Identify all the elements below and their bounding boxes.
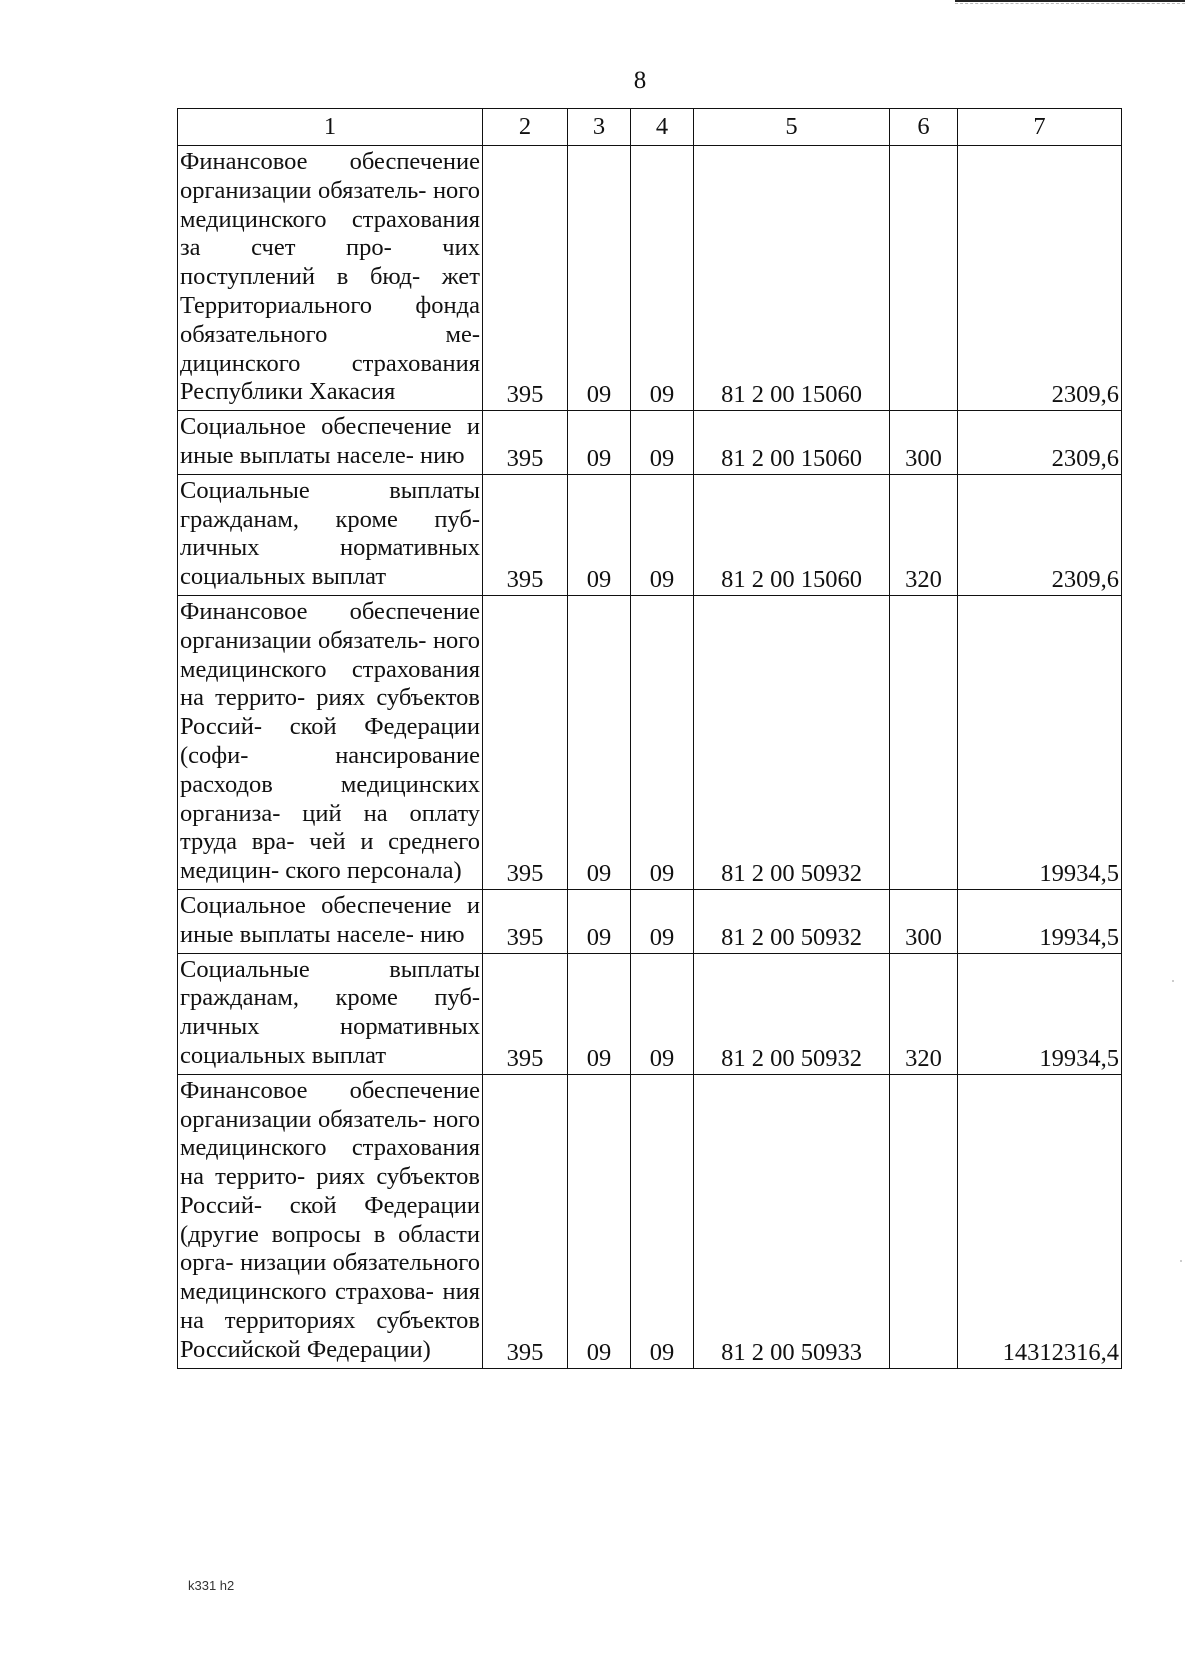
subsection-code: 09 xyxy=(631,411,694,475)
amount: 19934,5 xyxy=(958,595,1122,889)
ministry-code: 395 xyxy=(483,1074,568,1368)
amount: 2309,6 xyxy=(958,474,1122,595)
column-header-1: 1 xyxy=(178,109,483,146)
row-name: Социальные выплаты гражданам, кроме пуб- личных нормативных социальных выплат xyxy=(178,474,483,595)
target-article-code: 81 2 00 50932 xyxy=(694,953,890,1074)
expense-type-code: 300 xyxy=(890,411,958,475)
subsection-code: 09 xyxy=(631,889,694,953)
budget-table xyxy=(177,108,1122,1369)
target-article-code: 81 2 00 15060 xyxy=(694,411,890,475)
table-row xyxy=(178,1074,1122,1368)
section-code: 09 xyxy=(568,474,631,595)
amount: 2309,6 xyxy=(958,146,1122,411)
top-corner-rule xyxy=(955,0,1185,2)
target-article-code: 81 2 00 15060 xyxy=(694,474,890,595)
subsection-code: 09 xyxy=(631,474,694,595)
table-row xyxy=(178,411,1122,475)
scan-artifact xyxy=(1172,980,1174,982)
expense-type-code: 320 xyxy=(890,953,958,1074)
target-article-code: 81 2 00 15060 xyxy=(694,146,890,411)
table-row xyxy=(178,889,1122,953)
ministry-code: 395 xyxy=(483,889,568,953)
table-row xyxy=(178,474,1122,595)
table-row xyxy=(178,146,1122,411)
column-header-7: 7 xyxy=(958,109,1122,146)
table-row xyxy=(178,595,1122,889)
section-code: 09 xyxy=(568,146,631,411)
ministry-code: 395 xyxy=(483,953,568,1074)
subsection-code: 09 xyxy=(631,953,694,1074)
expense-type-code xyxy=(890,146,958,411)
subsection-code: 09 xyxy=(631,1074,694,1368)
target-article-code: 81 2 00 50932 xyxy=(694,889,890,953)
section-code: 09 xyxy=(568,595,631,889)
expense-type-code xyxy=(890,595,958,889)
top-corner-rule-thin xyxy=(955,3,1185,4)
row-name: Финансовое обеспечение организации обязатель- ного медицинского страхования на террито- риях субъектов Россий- ской Федерации (софи- нансирование расходов медицинских организа- ций на оплату труда вра- чей и среднего медицин- ского персонала) xyxy=(178,595,483,889)
section-code: 09 xyxy=(568,411,631,475)
expense-type-code: 300 xyxy=(890,889,958,953)
expense-type-code xyxy=(890,1074,958,1368)
ministry-code: 395 xyxy=(483,595,568,889)
row-name: Финансовое обеспечение организации обязатель- ного медицинского страхования на террито- риях субъектов Россий- ской Федерации (другие вопросы в области орга- низации обязательного медицинского страхова- ния на территориях субъектов Российской Федерации) xyxy=(178,1074,483,1368)
column-header-4: 4 xyxy=(631,109,694,146)
document-footer-code: k331 h2 xyxy=(188,1578,235,1593)
section-code: 09 xyxy=(568,953,631,1074)
amount: 19934,5 xyxy=(958,889,1122,953)
row-name: Социальные выплаты гражданам, кроме пуб- личных нормативных социальных выплат xyxy=(178,953,483,1074)
amount: 19934,5 xyxy=(958,953,1122,1074)
ministry-code: 395 xyxy=(483,474,568,595)
target-article-code: 81 2 00 50932 xyxy=(694,595,890,889)
column-header-2: 2 xyxy=(483,109,568,146)
section-code: 09 xyxy=(568,1074,631,1368)
table-row xyxy=(178,953,1122,1074)
amount: 14312316,4 xyxy=(958,1074,1122,1368)
row-name: Финансовое обеспечение организации обязатель- ного медицинского страхования за счет про- чих поступлений в бюд- жет Территориального фонда обязательного ме- дицинского страхования Республики Хакасия xyxy=(178,146,483,411)
header-row xyxy=(178,109,1122,146)
row-name: Социальное обеспечение и иные выплаты населе- нию xyxy=(178,411,483,475)
column-header-6: 6 xyxy=(890,109,958,146)
ministry-code: 395 xyxy=(483,411,568,475)
subsection-code: 09 xyxy=(631,595,694,889)
column-header-5: 5 xyxy=(694,109,890,146)
section-code: 09 xyxy=(568,889,631,953)
subsection-code: 09 xyxy=(631,146,694,411)
scan-artifact xyxy=(1180,1260,1182,1262)
amount: 2309,6 xyxy=(958,411,1122,475)
expense-type-code: 320 xyxy=(890,474,958,595)
row-name: Социальное обеспечение и иные выплаты населе- нию xyxy=(178,889,483,953)
column-header-3: 3 xyxy=(568,109,631,146)
target-article-code: 81 2 00 50933 xyxy=(694,1074,890,1368)
page-number: 8 xyxy=(633,67,647,94)
ministry-code: 395 xyxy=(483,146,568,411)
